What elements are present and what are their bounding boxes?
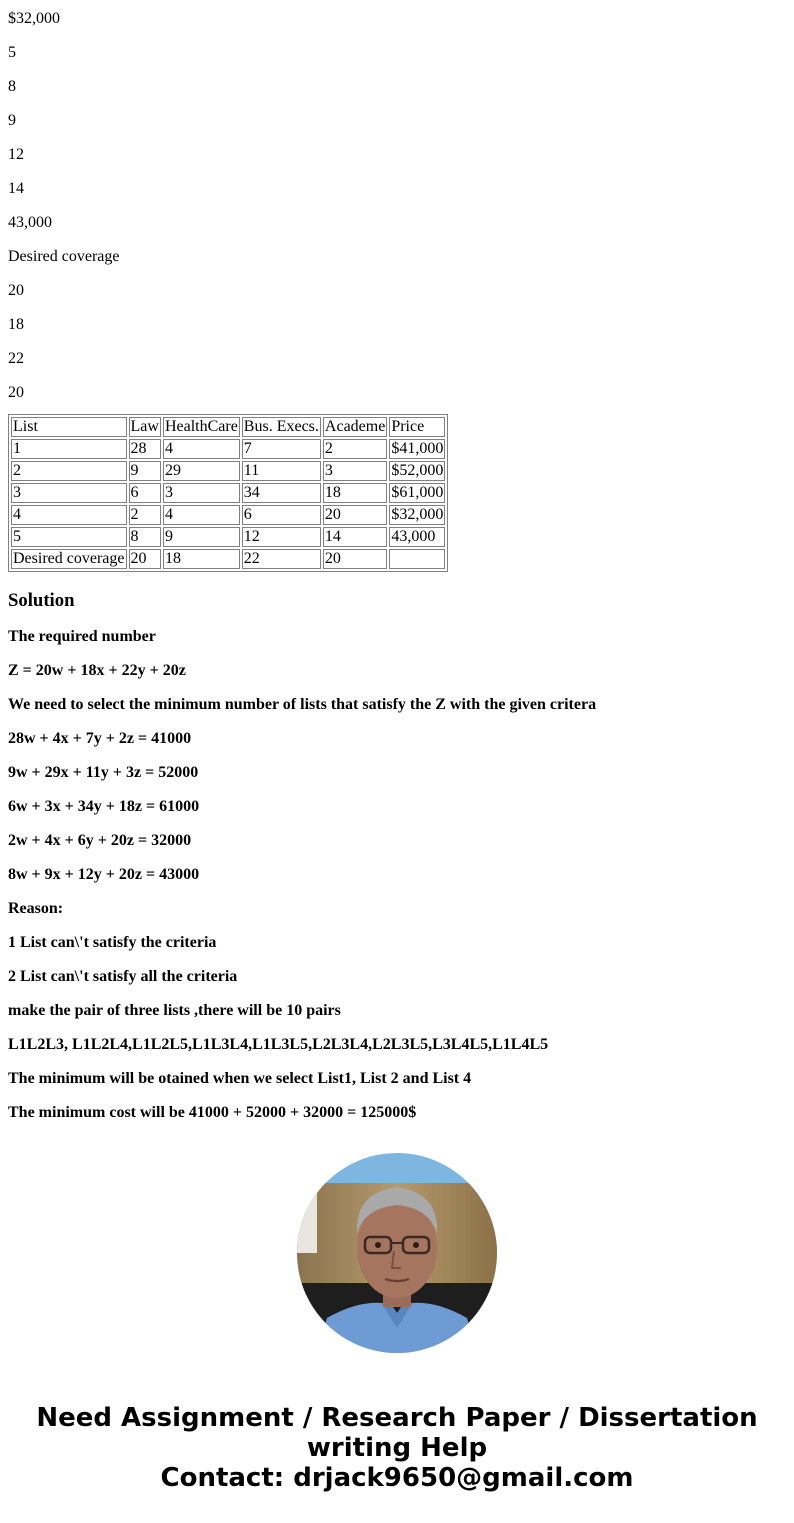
header-cell: HealthCare	[164, 418, 238, 435]
text-line: 12	[8, 146, 24, 163]
solution-line: The minimum will be otained when we select List1, List 2 and List 4	[8, 1070, 472, 1087]
table-row	[11, 505, 445, 525]
preceding-lines	[8, 0, 786, 408]
table-row	[11, 439, 445, 459]
table-cell: 18	[163, 549, 240, 569]
person-photo-icon	[297, 1153, 497, 1353]
table-cell: $32,000	[391, 506, 444, 523]
table-cell: 20	[129, 549, 161, 569]
header-cell: Price	[389, 417, 445, 437]
text-line: 14	[8, 180, 24, 197]
table-cell: 12	[242, 527, 321, 547]
avatar	[297, 1153, 497, 1353]
solution-line: L1L2L3, L1L2L4,L1L2L5,L1L3L4,L1L3L5,L2L3L4,L2L3L5,L3L4L5,L1L4L5	[8, 1036, 549, 1053]
table-cell: 3	[11, 483, 127, 503]
solution-line: 28w + 4x + 7y + 2z = 41000	[8, 730, 192, 747]
solution-line: 6w + 3x + 34y + 18z = 61000	[8, 798, 200, 815]
table-cell: 2	[129, 505, 161, 525]
table-cell: 20	[323, 505, 387, 525]
table-cell: 22	[242, 549, 321, 569]
table-cell: 8	[129, 527, 161, 547]
table-cell: 43,000	[389, 527, 445, 547]
table-cell: 28	[129, 439, 161, 459]
table-cell: 1	[11, 439, 127, 459]
table-cell: 20	[323, 549, 387, 569]
solution-line: We need to select the minimum number of lists that satisfy the Z with the given critera	[8, 696, 597, 713]
table-header-row	[11, 417, 445, 437]
table-cell: 18	[323, 483, 387, 503]
table-cell: 14	[323, 527, 387, 547]
promo-banner	[0, 1403, 794, 1493]
text-line: 22	[8, 350, 24, 367]
text-line: 18	[8, 316, 24, 333]
table-row	[11, 461, 445, 481]
table-cell: 6	[242, 505, 321, 525]
table-cell: 7	[242, 439, 321, 459]
coverage-table	[8, 414, 448, 572]
solution-line: make the pair of three lists ,there will be 10 pairs	[8, 1002, 341, 1019]
table-cell: 3	[163, 483, 240, 503]
solution-line: Reason:	[8, 900, 64, 917]
solution-line: 9w + 29x + 11y + 3z = 52000	[8, 764, 199, 781]
text-line: 20	[8, 282, 24, 299]
table-cell: $52,000	[391, 462, 444, 479]
header-cell: Academe	[324, 418, 386, 435]
table-cell: 34	[242, 483, 321, 503]
solution-body	[8, 612, 786, 1122]
promo-line: Need Assignment / Research Paper / Dissertation	[36, 1403, 758, 1433]
solution-line: The minimum cost will be 41000 + 52000 + 32000 = 125000$	[8, 1104, 417, 1121]
text-line: 20	[8, 384, 24, 401]
solution-line: 2 List can\'t satisfy all the criteria	[8, 968, 238, 985]
table-cell: 2	[11, 461, 127, 481]
solution-heading: Solution	[8, 590, 75, 611]
table-cell: 11	[242, 461, 321, 481]
table-cell: 6	[129, 483, 161, 503]
table-row	[11, 483, 445, 503]
table-cell: $41,000	[391, 440, 444, 457]
table-cell: 4	[163, 439, 240, 459]
solution-line: Z = 20w + 18x + 22y + 20z	[8, 662, 186, 679]
promo-contact: Contact: drjack9650@gmail.com	[160, 1463, 634, 1493]
table-cell: 2	[323, 439, 387, 459]
table-cell: 4	[11, 505, 127, 525]
text-line: $32,000	[8, 10, 60, 27]
text-line: 5	[8, 44, 16, 61]
solution-line: 1 List can\'t satisfy the criteria	[8, 934, 217, 951]
table-cell: 9	[163, 527, 240, 547]
solution-line: 2w + 4x + 6y + 20z = 32000	[8, 832, 192, 849]
text-line: 8	[8, 78, 16, 95]
text-line: Desired coverage	[8, 248, 120, 265]
header-cell: Bus. Execs.	[243, 418, 319, 435]
table-cell: 3	[323, 461, 387, 481]
text-line: 43,000	[8, 214, 52, 231]
table-cell: 4	[163, 505, 240, 525]
solution-line: 8w + 9x + 12y + 20z = 43000	[8, 866, 200, 883]
text-line: 9	[8, 112, 16, 129]
table-row	[11, 549, 445, 569]
table-cell: 29	[163, 461, 240, 481]
header-cell: List	[11, 417, 127, 437]
document-content	[8, 0, 786, 1122]
table-cell: $61,000	[391, 484, 444, 501]
table-row	[11, 527, 445, 547]
header-cell: Law	[130, 418, 159, 435]
table-cell	[389, 549, 445, 569]
table-cell: 9	[129, 461, 161, 481]
table-cell: Desired coverage	[13, 550, 125, 567]
solution-line: The required number	[8, 628, 156, 645]
promo-line: writing Help	[306, 1433, 488, 1463]
table-cell: 5	[11, 527, 127, 547]
